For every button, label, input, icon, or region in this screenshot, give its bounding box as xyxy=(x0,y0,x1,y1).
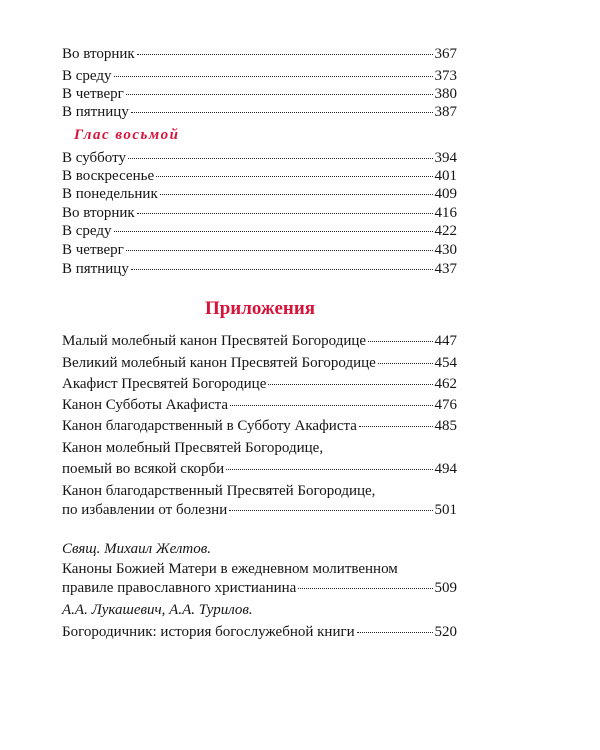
page-number: 387 xyxy=(434,104,457,120)
entry-title: Канон Субботы Акафиста xyxy=(62,397,229,413)
dot-leader xyxy=(357,632,433,633)
toc-entry[interactable] xyxy=(62,460,457,478)
toc-entry[interactable] xyxy=(62,396,457,414)
page-number: 394 xyxy=(434,150,457,166)
entry-title-line1: Канон молебный Пресвятей Богородице, xyxy=(62,440,324,456)
entry-title-line1: Канон благодарственный Пресвятей Богородице, xyxy=(62,483,376,499)
page-number: 409 xyxy=(434,186,457,202)
entry-title: Во вторник xyxy=(62,205,135,221)
section-heading-appendix: Приложения xyxy=(204,298,316,319)
dot-leader xyxy=(126,94,433,95)
toc-entry[interactable] xyxy=(62,241,457,259)
page-number: 454 xyxy=(434,355,457,371)
dot-leader xyxy=(131,112,433,113)
page-number: 380 xyxy=(434,86,457,102)
page-number: 437 xyxy=(434,261,457,277)
toc-entry[interactable] xyxy=(62,417,457,435)
page-number: 476 xyxy=(434,397,457,413)
entry-title: В пятницу xyxy=(62,261,129,277)
entry-title: Канон благодарственный в Субботу Акафиста xyxy=(62,418,357,434)
dot-leader xyxy=(160,194,433,195)
toc-entry[interactable] xyxy=(62,149,457,167)
entry-title: Великий молебный канон Пресвятей Богородице xyxy=(62,355,376,371)
page-number: 485 xyxy=(434,418,457,434)
entry-title: Богородичник: история богослужебной книги xyxy=(62,624,355,640)
page-number: 430 xyxy=(434,242,457,258)
toc-entry[interactable] xyxy=(62,103,457,121)
toc-entry[interactable] xyxy=(62,204,457,222)
dot-leader xyxy=(114,231,433,232)
entry-title: Малый молебный канон Пресвятей Богородице xyxy=(62,333,367,349)
page-number: 509 xyxy=(434,580,457,596)
toc-entry[interactable] xyxy=(62,354,457,372)
entry-title: Во вторник xyxy=(62,46,135,62)
toc-entry[interactable] xyxy=(62,623,457,641)
page-number: 447 xyxy=(434,333,457,349)
dot-leader xyxy=(268,384,432,385)
dot-leader xyxy=(368,341,432,342)
dot-leader xyxy=(298,588,432,589)
page-number: 422 xyxy=(434,223,457,239)
dot-leader xyxy=(229,510,432,511)
dot-leader xyxy=(137,54,433,55)
page-number: 416 xyxy=(434,205,457,221)
page-number: 494 xyxy=(434,461,457,477)
entry-title: В среду xyxy=(62,223,112,239)
entry-title: В среду xyxy=(62,68,112,84)
entry-title: В четверг xyxy=(62,242,124,258)
entry-title: В понедельник xyxy=(62,186,158,202)
dot-leader xyxy=(359,426,433,427)
toc-entry[interactable] xyxy=(62,222,457,240)
page-number: 373 xyxy=(434,68,457,84)
entry-title: В четверг xyxy=(62,86,124,102)
page-number: 462 xyxy=(434,376,457,392)
dot-leader xyxy=(137,213,433,214)
toc-entry[interactable] xyxy=(62,579,457,597)
page-number: 520 xyxy=(434,624,457,640)
dot-leader xyxy=(230,405,432,406)
toc-entry[interactable] xyxy=(62,332,457,350)
toc-entry[interactable] xyxy=(62,67,457,85)
entry-title: В воскресенье xyxy=(62,168,155,184)
entry-title: правиле православного христианина xyxy=(62,580,297,596)
toc-entry[interactable] xyxy=(62,501,457,519)
entry-title-line1: Каноны Божией Матери в ежедневном молитвенном xyxy=(62,561,398,577)
toc-entry[interactable] xyxy=(62,167,457,185)
article-author: А.А. Лукашевич, А.А. Турилов. xyxy=(62,602,253,618)
page-number: 367 xyxy=(434,46,457,62)
toc-entry[interactable] xyxy=(62,375,457,393)
entry-title: по избавлении от болезни xyxy=(62,502,228,518)
dot-leader xyxy=(114,76,433,77)
toc-entry[interactable] xyxy=(62,45,457,63)
toc-entry[interactable] xyxy=(62,85,457,103)
entry-title: В субботу xyxy=(62,150,126,166)
section-heading-glas: Глас восьмой xyxy=(74,127,180,143)
entry-title: поемый во всякой скорби xyxy=(62,461,225,477)
entry-title: Акафист Пресвятей Богородице xyxy=(62,376,267,392)
toc-entry[interactable] xyxy=(62,260,457,278)
page-number: 501 xyxy=(434,502,457,518)
page-number: 401 xyxy=(434,168,457,184)
toc-entry[interactable] xyxy=(62,185,457,203)
dot-leader xyxy=(128,158,433,159)
dot-leader xyxy=(226,469,432,470)
entry-title: В пятницу xyxy=(62,104,129,120)
dot-leader xyxy=(126,250,433,251)
article-author: Свящ. Михаил Желтов. xyxy=(62,541,212,557)
dot-leader xyxy=(378,363,433,364)
dot-leader xyxy=(131,269,433,270)
dot-leader xyxy=(156,176,432,177)
